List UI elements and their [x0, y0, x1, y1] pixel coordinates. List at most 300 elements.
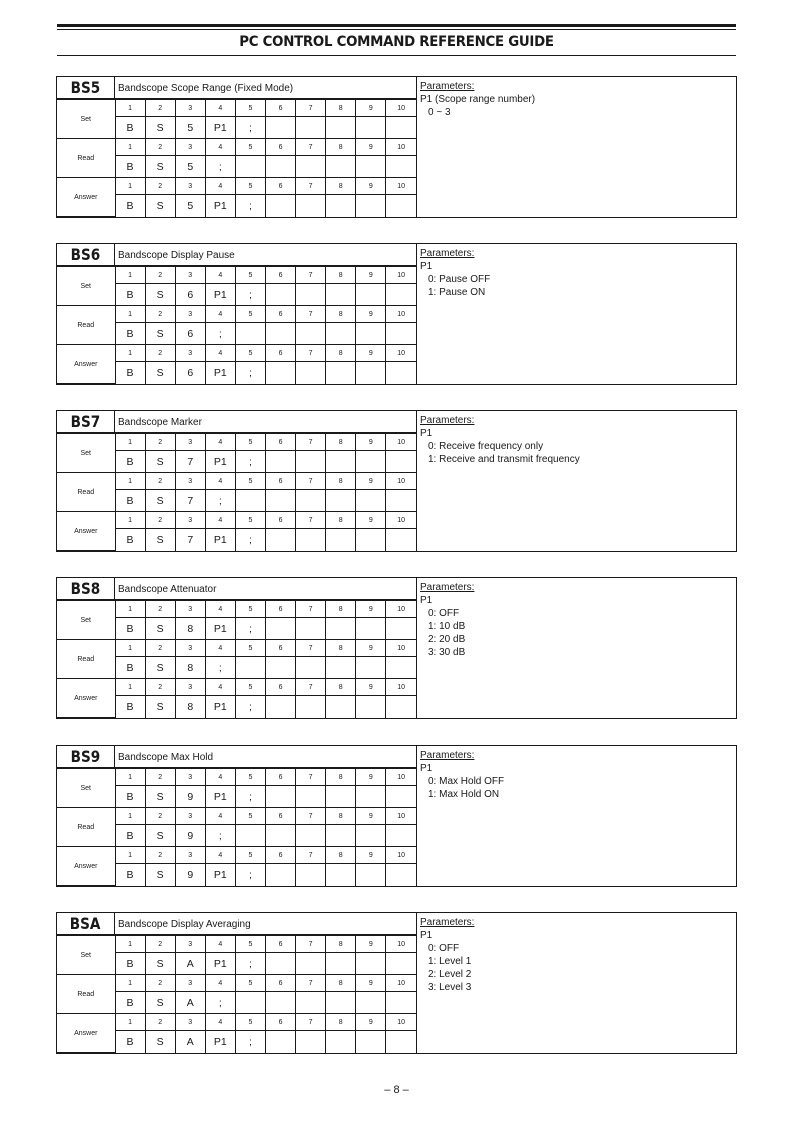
- read-char-cell: [356, 323, 386, 345]
- set-char-cell: [326, 786, 356, 808]
- read-char-cell: B: [115, 657, 145, 679]
- set-char-cell: [356, 284, 386, 306]
- set-char-cell: B: [115, 786, 145, 808]
- read-char-cell: S: [145, 825, 175, 847]
- command-code: [57, 411, 115, 433]
- position-number: 2: [145, 769, 175, 786]
- position-number: 10: [386, 640, 416, 657]
- position-number: 7: [296, 434, 326, 451]
- set-char-cell: A: [175, 953, 205, 975]
- position-number: 3: [175, 512, 205, 529]
- read-char-cell: ;: [205, 825, 235, 847]
- command-code-text: BS9: [70, 747, 101, 766]
- position-number: 8: [326, 512, 356, 529]
- answer-char-cell: [356, 195, 386, 217]
- position-number: 10: [386, 847, 416, 864]
- position-number: 9: [356, 808, 386, 825]
- position-number: 4: [205, 847, 235, 864]
- position-number: 3: [175, 975, 205, 992]
- position-number: 1: [115, 139, 145, 156]
- read-char-cell: [326, 323, 356, 345]
- position-number: 9: [356, 847, 386, 864]
- set-position-row: [57, 601, 416, 618]
- position-number: 6: [265, 434, 295, 451]
- answer-char-cell: P1: [205, 362, 235, 384]
- answer-row-label: Answer: [57, 345, 115, 384]
- command-code-text: BSA: [70, 914, 101, 933]
- read-char-cell: 8: [175, 657, 205, 679]
- answer-char-cell: 6: [175, 362, 205, 384]
- command-code-text: BS7: [70, 412, 101, 431]
- answer-char-cell: S: [145, 864, 175, 886]
- position-number: 2: [145, 975, 175, 992]
- position-number: 8: [326, 267, 356, 284]
- command-format-table: [57, 433, 416, 551]
- answer-char-cell: [386, 195, 416, 217]
- parameter-value: 0: OFF: [428, 943, 460, 954]
- position-number: 7: [296, 512, 326, 529]
- position-number: 9: [356, 769, 386, 786]
- parameter-value: 3: Level 3: [428, 982, 472, 993]
- read-char-cell: A: [175, 992, 205, 1014]
- position-number: 1: [115, 679, 145, 696]
- read-char-cell: [296, 825, 326, 847]
- answer-position-row: [57, 512, 416, 529]
- position-number: 5: [235, 434, 265, 451]
- read-char-cell: [356, 825, 386, 847]
- position-number: 5: [235, 808, 265, 825]
- parameters-heading: Parameters:: [420, 81, 475, 92]
- position-number: 6: [265, 1014, 295, 1031]
- set-char-cell: [296, 786, 326, 808]
- command-format-table: [57, 768, 416, 886]
- position-number: 5: [235, 178, 265, 195]
- answer-row-label: Answer: [57, 679, 115, 718]
- position-number: 1: [115, 975, 145, 992]
- position-number: 3: [175, 936, 205, 953]
- read-char-cell: [386, 992, 416, 1014]
- answer-char-cell: 5: [175, 195, 205, 217]
- position-number: 4: [205, 640, 235, 657]
- position-number: 10: [386, 601, 416, 618]
- position-number: 3: [175, 808, 205, 825]
- answer-char-cell: B: [115, 1031, 145, 1053]
- position-number: 8: [326, 808, 356, 825]
- parameters-panel: [416, 411, 736, 551]
- page-title: PC CONTROL COMMAND REFERENCE GUIDE: [239, 34, 554, 50]
- read-position-row: [57, 975, 416, 992]
- read-char-cell: [296, 992, 326, 1014]
- read-char-cell: S: [145, 490, 175, 512]
- set-char-cell: P1: [205, 451, 235, 473]
- position-number: 3: [175, 434, 205, 451]
- position-number: 8: [326, 769, 356, 786]
- position-number: 3: [175, 345, 205, 362]
- position-number: 1: [115, 847, 145, 864]
- read-char-cell: [296, 490, 326, 512]
- answer-position-row: [57, 178, 416, 195]
- position-number: 7: [296, 178, 326, 195]
- answer-char-cell: [296, 529, 326, 551]
- set-char-cell: ;: [235, 953, 265, 975]
- read-char-cell: [326, 657, 356, 679]
- answer-char-cell: S: [145, 362, 175, 384]
- command-format-table: [57, 600, 416, 718]
- position-number: 2: [145, 473, 175, 490]
- read-char-cell: [235, 323, 265, 345]
- position-number: 1: [115, 601, 145, 618]
- read-char-cell: ;: [205, 490, 235, 512]
- set-char-cell: P1: [205, 117, 235, 139]
- set-char-cell: P1: [205, 953, 235, 975]
- command-title: Bandscope Marker: [115, 411, 416, 433]
- position-number: 10: [386, 473, 416, 490]
- set-char-cell: [326, 618, 356, 640]
- position-number: 7: [296, 100, 326, 117]
- position-number: 4: [205, 306, 235, 323]
- read-char-cell: [386, 156, 416, 178]
- position-number: 2: [145, 640, 175, 657]
- position-number: 6: [265, 640, 295, 657]
- set-char-cell: B: [115, 117, 145, 139]
- position-number: 4: [205, 808, 235, 825]
- answer-char-cell: [356, 362, 386, 384]
- set-row-label: Set: [57, 267, 115, 306]
- set-char-cell: [356, 953, 386, 975]
- position-number: 2: [145, 434, 175, 451]
- read-char-cell: [265, 323, 295, 345]
- position-number: 8: [326, 640, 356, 657]
- read-char-cell: [235, 992, 265, 1014]
- command-code: [57, 578, 115, 600]
- set-char-cell: B: [115, 451, 145, 473]
- position-number: 6: [265, 473, 295, 490]
- parameter-name: P1: [420, 763, 433, 774]
- position-number: 9: [356, 178, 386, 195]
- set-char-cell: ;: [235, 451, 265, 473]
- read-char-cell: B: [115, 323, 145, 345]
- set-char-cell: ;: [235, 786, 265, 808]
- position-number: 2: [145, 178, 175, 195]
- position-number: 9: [356, 139, 386, 156]
- position-number: 8: [326, 679, 356, 696]
- parameter-name: P1: [420, 261, 433, 272]
- position-number: 5: [235, 847, 265, 864]
- answer-row-label: Answer: [57, 1014, 115, 1053]
- position-number: 5: [235, 139, 265, 156]
- position-number: 6: [265, 139, 295, 156]
- position-number: 3: [175, 601, 205, 618]
- set-char-cell: [326, 117, 356, 139]
- position-number: 3: [175, 267, 205, 284]
- read-position-row: [57, 473, 416, 490]
- answer-char-cell: S: [145, 1031, 175, 1053]
- position-number: 3: [175, 1014, 205, 1031]
- answer-row-label: Answer: [57, 512, 115, 551]
- set-char-cell: [386, 451, 416, 473]
- read-char-cell: [265, 992, 295, 1014]
- position-number: 6: [265, 847, 295, 864]
- answer-char-cell: ;: [235, 195, 265, 217]
- position-number: 7: [296, 306, 326, 323]
- position-number: 5: [235, 679, 265, 696]
- position-number: 3: [175, 306, 205, 323]
- position-number: 3: [175, 473, 205, 490]
- read-row-label: Read: [57, 139, 115, 178]
- set-char-cell: [356, 117, 386, 139]
- read-char-cell: 9: [175, 825, 205, 847]
- position-number: 4: [205, 345, 235, 362]
- read-char-cell: 5: [175, 156, 205, 178]
- answer-char-cell: [326, 529, 356, 551]
- position-number: 2: [145, 808, 175, 825]
- position-number: 8: [326, 975, 356, 992]
- set-char-cell: [386, 117, 416, 139]
- read-char-cell: [386, 657, 416, 679]
- position-number: 1: [115, 1014, 145, 1031]
- position-number: 1: [115, 808, 145, 825]
- read-char-cell: 7: [175, 490, 205, 512]
- answer-char-cell: [386, 529, 416, 551]
- answer-char-cell: B: [115, 362, 145, 384]
- position-number: 3: [175, 679, 205, 696]
- answer-char-cell: [265, 864, 295, 886]
- position-number: 2: [145, 847, 175, 864]
- position-number: 2: [145, 936, 175, 953]
- position-number: 7: [296, 601, 326, 618]
- position-number: 1: [115, 473, 145, 490]
- position-number: 7: [296, 345, 326, 362]
- answer-char-cell: [386, 362, 416, 384]
- position-number: 7: [296, 936, 326, 953]
- position-number: 6: [265, 267, 295, 284]
- position-number: 5: [235, 601, 265, 618]
- position-number: 4: [205, 100, 235, 117]
- position-number: 1: [115, 434, 145, 451]
- position-number: 10: [386, 345, 416, 362]
- header-rule-bottom: [57, 55, 736, 56]
- position-number: 4: [205, 473, 235, 490]
- header-rule-double: [57, 29, 736, 30]
- read-char-cell: [326, 490, 356, 512]
- set-char-cell: [356, 786, 386, 808]
- answer-char-cell: 8: [175, 696, 205, 718]
- position-number: 8: [326, 434, 356, 451]
- parameter-value: 3: 30 dB: [428, 647, 466, 658]
- position-number: 10: [386, 808, 416, 825]
- read-char-cell: S: [145, 323, 175, 345]
- set-char-cell: [326, 284, 356, 306]
- command-block-bsa: [56, 912, 737, 1054]
- position-number: 2: [145, 100, 175, 117]
- read-char-cell: B: [115, 156, 145, 178]
- set-char-cell: S: [145, 451, 175, 473]
- position-number: 5: [235, 1014, 265, 1031]
- position-number: 8: [326, 178, 356, 195]
- parameters-panel: [416, 746, 736, 886]
- command-title: Bandscope Display Pause: [115, 244, 416, 266]
- read-char-cell: [356, 490, 386, 512]
- position-number: 7: [296, 640, 326, 657]
- set-char-cell: [265, 451, 295, 473]
- read-char-cell: [235, 657, 265, 679]
- set-char-cell: [296, 284, 326, 306]
- answer-char-cell: [265, 1031, 295, 1053]
- set-char-cell: S: [145, 953, 175, 975]
- set-char-cell: [296, 618, 326, 640]
- command-title: Bandscope Scope Range (Fixed Mode): [115, 77, 416, 99]
- answer-char-cell: B: [115, 864, 145, 886]
- command-code: [57, 77, 115, 99]
- position-number: 10: [386, 434, 416, 451]
- answer-char-cell: [386, 864, 416, 886]
- page-number: – 8 –: [384, 1084, 409, 1096]
- answer-char-cell: [386, 696, 416, 718]
- position-number: 2: [145, 267, 175, 284]
- position-number: 10: [386, 178, 416, 195]
- read-char-cell: [386, 825, 416, 847]
- read-position-row: [57, 640, 416, 657]
- position-number: 7: [296, 847, 326, 864]
- parameter-value: 0: Max Hold OFF: [428, 776, 505, 787]
- set-char-cell: [265, 618, 295, 640]
- position-number: 3: [175, 178, 205, 195]
- parameters-heading: Parameters:: [420, 750, 475, 761]
- answer-char-cell: ;: [235, 1031, 265, 1053]
- answer-char-cell: P1: [205, 195, 235, 217]
- position-number: 1: [115, 100, 145, 117]
- set-char-cell: P1: [205, 284, 235, 306]
- answer-row-label: Answer: [57, 847, 115, 886]
- command-title: Bandscope Display Averaging: [115, 913, 416, 935]
- parameters-heading: Parameters:: [420, 917, 475, 928]
- read-char-cell: [265, 156, 295, 178]
- position-number: 2: [145, 679, 175, 696]
- parameter-value: 1: 10 dB: [428, 621, 466, 632]
- set-char-cell: 9: [175, 786, 205, 808]
- set-row-label: Set: [57, 769, 115, 808]
- answer-char-cell: 7: [175, 529, 205, 551]
- set-char-cell: [326, 953, 356, 975]
- position-number: 5: [235, 769, 265, 786]
- position-number: 2: [145, 512, 175, 529]
- position-number: 8: [326, 1014, 356, 1031]
- position-number: 5: [235, 640, 265, 657]
- answer-char-cell: [356, 529, 386, 551]
- read-char-cell: B: [115, 490, 145, 512]
- read-position-row: [57, 808, 416, 825]
- position-number: 3: [175, 139, 205, 156]
- read-char-cell: [265, 657, 295, 679]
- set-char-cell: 5: [175, 117, 205, 139]
- command-block-bs8: [56, 577, 737, 719]
- position-number: 4: [205, 679, 235, 696]
- read-char-cell: [235, 825, 265, 847]
- set-char-cell: [265, 117, 295, 139]
- position-number: 3: [175, 100, 205, 117]
- position-number: 2: [145, 345, 175, 362]
- position-number: 3: [175, 769, 205, 786]
- position-number: 10: [386, 1014, 416, 1031]
- position-number: 9: [356, 601, 386, 618]
- set-char-cell: P1: [205, 786, 235, 808]
- read-char-cell: ;: [205, 657, 235, 679]
- set-position-row: [57, 267, 416, 284]
- position-number: 4: [205, 769, 235, 786]
- position-number: 4: [205, 936, 235, 953]
- parameter-value: 0: Receive frequency only: [428, 441, 544, 452]
- read-char-cell: ;: [205, 156, 235, 178]
- answer-char-cell: B: [115, 529, 145, 551]
- position-number: 1: [115, 178, 145, 195]
- position-number: 8: [326, 936, 356, 953]
- position-number: 10: [386, 769, 416, 786]
- parameters-panel: [416, 913, 736, 1053]
- set-char-cell: [386, 953, 416, 975]
- set-char-cell: [296, 451, 326, 473]
- read-char-cell: [265, 825, 295, 847]
- position-number: 9: [356, 306, 386, 323]
- position-number: 5: [235, 473, 265, 490]
- set-row-label: Set: [57, 936, 115, 975]
- set-char-cell: S: [145, 284, 175, 306]
- parameters-heading: Parameters:: [420, 582, 475, 593]
- position-number: 7: [296, 769, 326, 786]
- position-number: 9: [356, 936, 386, 953]
- read-char-cell: S: [145, 992, 175, 1014]
- position-number: 6: [265, 345, 295, 362]
- set-row-label: Set: [57, 434, 115, 473]
- answer-char-cell: [296, 362, 326, 384]
- read-row-label: Read: [57, 640, 115, 679]
- command-format-table: [57, 935, 416, 1053]
- answer-char-cell: S: [145, 195, 175, 217]
- command-code-text: BS6: [70, 245, 101, 264]
- read-char-cell: [296, 156, 326, 178]
- answer-position-row: [57, 345, 416, 362]
- position-number: 1: [115, 267, 145, 284]
- set-char-cell: B: [115, 953, 145, 975]
- parameters-panel: [416, 77, 736, 217]
- position-number: 4: [205, 267, 235, 284]
- parameter-value: 0: Pause OFF: [428, 274, 491, 285]
- position-number: 8: [326, 139, 356, 156]
- set-char-cell: S: [145, 786, 175, 808]
- parameter-value: 0 ~ 3: [428, 107, 451, 118]
- command-code: [57, 746, 115, 768]
- read-char-cell: [326, 825, 356, 847]
- position-number: 9: [356, 345, 386, 362]
- position-number: 5: [235, 267, 265, 284]
- set-char-cell: P1: [205, 618, 235, 640]
- position-number: 5: [235, 345, 265, 362]
- read-char-cell: ;: [205, 323, 235, 345]
- command-format-table: [57, 99, 416, 217]
- read-row-label: Read: [57, 975, 115, 1014]
- answer-char-cell: [326, 1031, 356, 1053]
- set-char-cell: ;: [235, 284, 265, 306]
- position-number: 8: [326, 473, 356, 490]
- position-number: 4: [205, 178, 235, 195]
- parameter-value: 1: Level 1: [428, 956, 472, 967]
- command-code: [57, 244, 115, 266]
- answer-char-cell: [296, 696, 326, 718]
- parameters-heading: Parameters:: [420, 415, 475, 426]
- answer-char-cell: B: [115, 696, 145, 718]
- answer-char-cell: S: [145, 696, 175, 718]
- position-number: 7: [296, 1014, 326, 1031]
- read-row-label: Read: [57, 808, 115, 847]
